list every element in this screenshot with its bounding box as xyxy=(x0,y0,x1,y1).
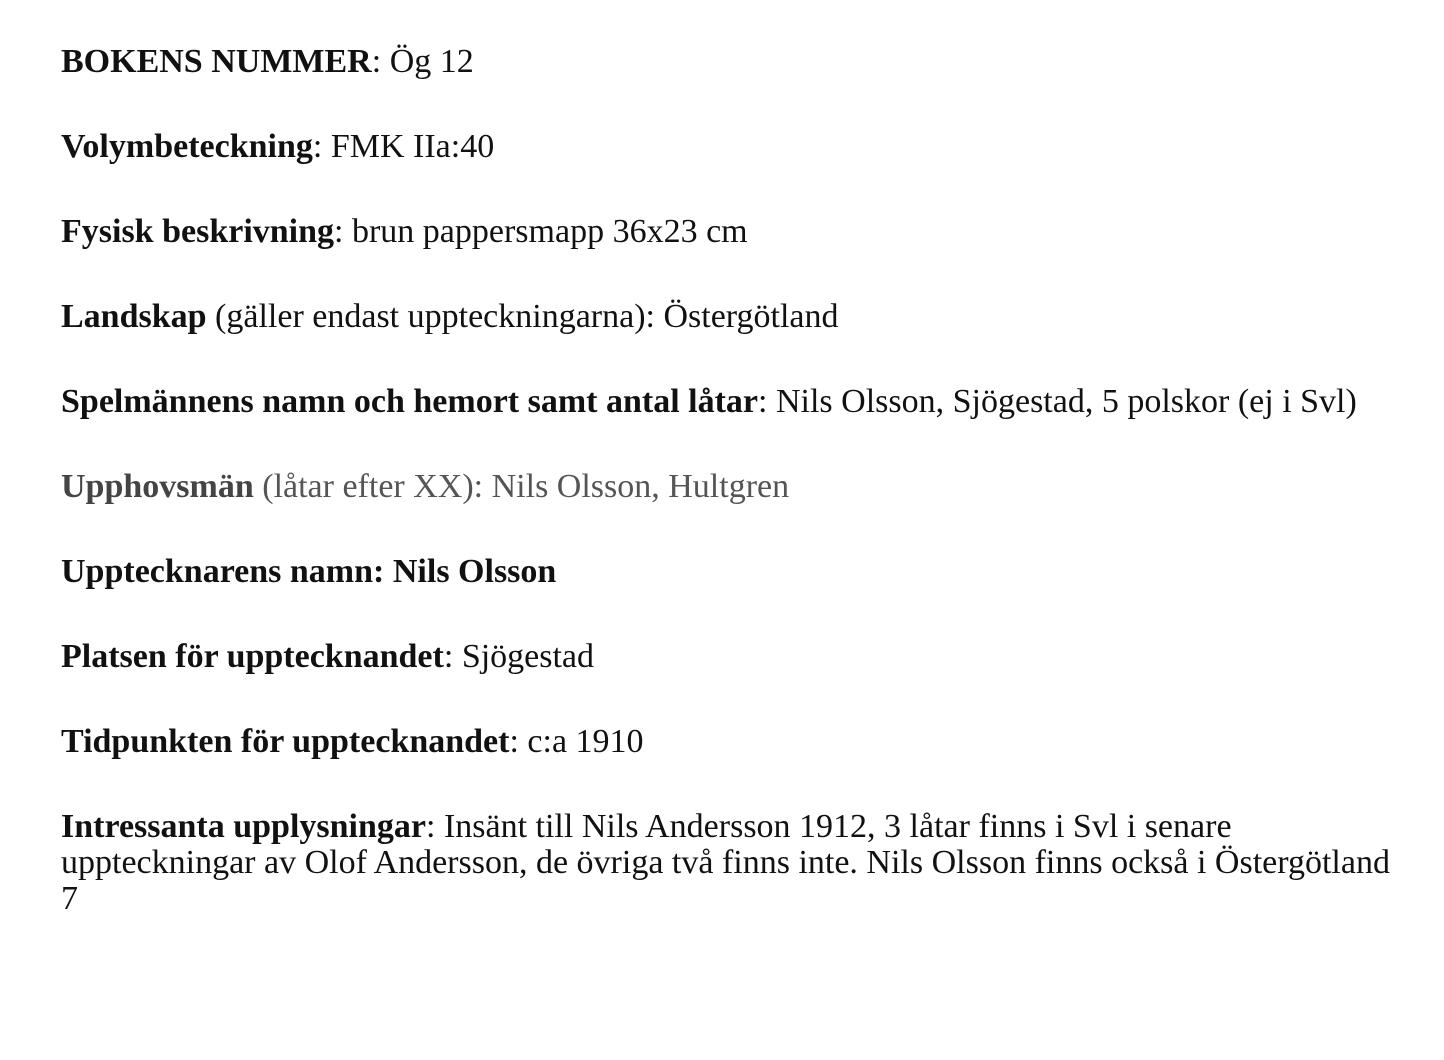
field-separator: : xyxy=(334,213,352,250)
field-separator: : xyxy=(373,553,393,590)
field-value: FMK IIa:40 xyxy=(330,128,495,165)
field-label: BOKENS NUMMER xyxy=(61,43,372,80)
field-label: Landskap xyxy=(61,298,207,335)
field-label: Spelmännens namn och hemort samt antal låtar xyxy=(61,383,759,420)
field-value: Sjögestad xyxy=(461,638,595,675)
field-separator: : xyxy=(443,638,462,675)
field-value: Ög 12 xyxy=(389,43,474,80)
field-landskap xyxy=(61,299,1411,335)
field-bokens-nummer xyxy=(61,44,1411,80)
field-label: Intressanta upplysningar xyxy=(61,808,426,845)
field-label: Fysisk beskrivning xyxy=(61,213,335,250)
field-label: Upptecknarens namn xyxy=(61,553,374,590)
field-value: (låtar efter XX): Nils Olsson, Hultgren xyxy=(262,468,790,505)
field-value: brun pappersmapp 36x23 cm xyxy=(351,213,748,250)
field-spelmannens-namn xyxy=(61,384,1411,420)
field-label: Volymbeteckning xyxy=(61,128,313,165)
field-label: Upphovsmän xyxy=(61,468,254,505)
field-separator: : xyxy=(426,808,444,845)
document-page xyxy=(61,44,1411,966)
field-separator xyxy=(254,468,263,505)
field-label: Platsen för upptecknandet xyxy=(61,638,444,675)
field-value: Nils Olsson xyxy=(392,553,557,590)
field-label: Tidpunkten för upptecknandet xyxy=(61,723,510,760)
field-upphovsman xyxy=(61,469,1411,505)
field-fysisk-beskrivning xyxy=(61,214,1411,250)
field-platsen xyxy=(61,639,1411,675)
field-separator: : xyxy=(758,383,776,420)
field-value: Nils Olsson, Sjögestad, 5 polskor (ej i Svl) xyxy=(775,383,1357,420)
field-separator: : xyxy=(371,43,390,80)
field-value: c:a 1910 xyxy=(527,723,644,760)
field-separator xyxy=(207,298,216,335)
field-upptecknarens-namn xyxy=(61,554,1411,590)
field-volymbeteckning xyxy=(61,129,1411,165)
field-intressanta-upplysningar xyxy=(61,809,1411,917)
field-separator: : xyxy=(509,723,528,760)
field-separator: : xyxy=(312,128,331,165)
field-tidpunkten xyxy=(61,724,1411,760)
field-value: (gäller endast uppteckningarna): Östergötland xyxy=(215,298,839,335)
field-value: Insänt till Nils Andersson 1912, 3 låtar finns i Svl i senare uppteckningar av Olof Andersson, de övriga två finns inte. Nils Olsson finns också i Östergötland 7 xyxy=(61,808,1390,917)
